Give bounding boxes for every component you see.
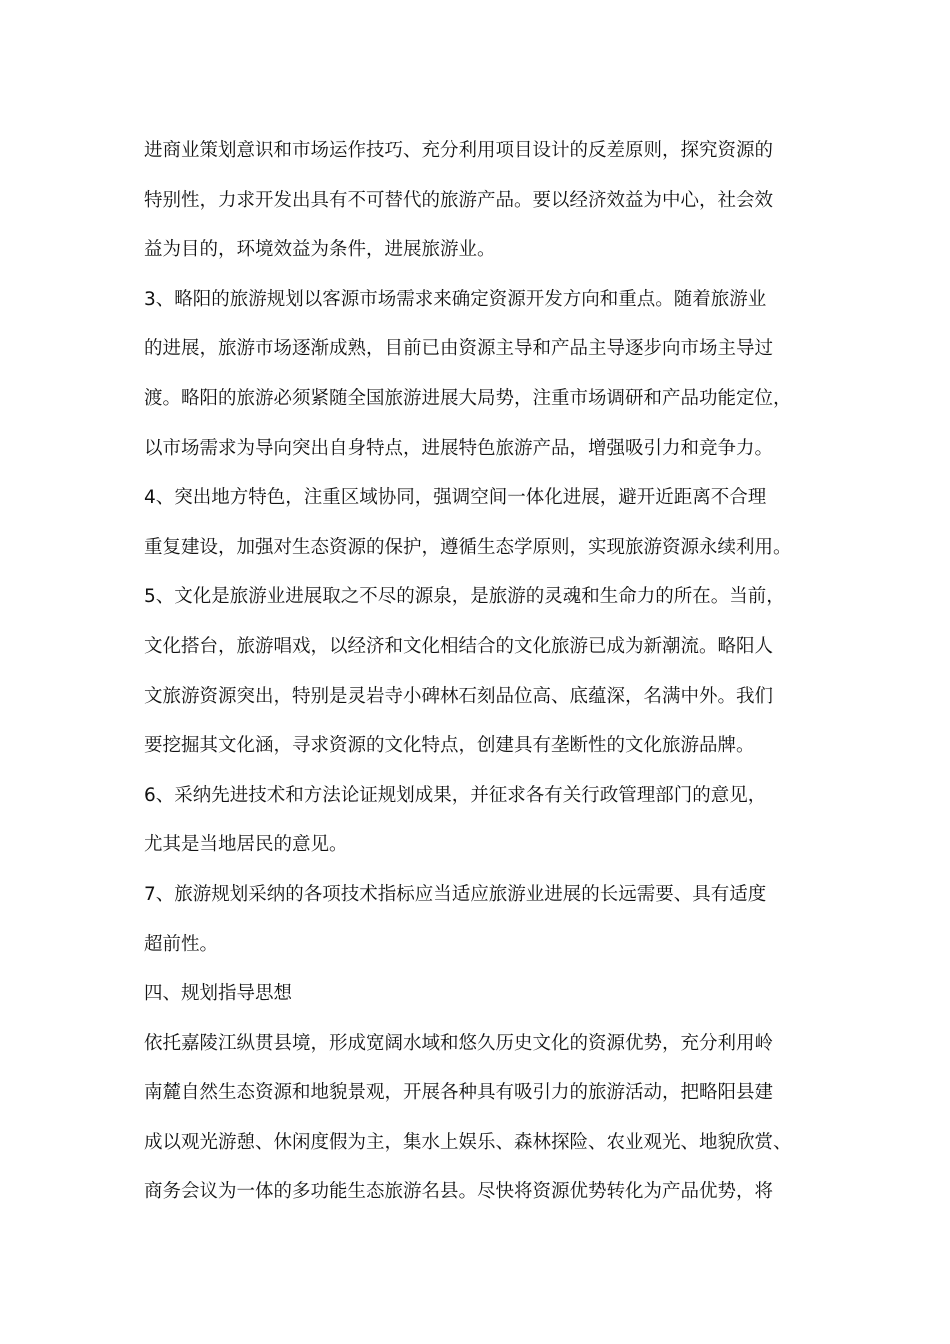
- text-line: 特别性，力求开发出具有不可替代的旅游产品。要以经济效益为中心，社会效: [144, 189, 774, 211]
- text-line: 3、略阳的旅游规划以客源市场需求来确定资源开发方向和重点。随着旅游业: [144, 288, 767, 310]
- text-line: 6、采纳先进技术和方法论证规划成果，并征求各有关行政管理部门的意见，: [144, 784, 767, 806]
- text-line: 文化搭台，旅游唱戏，以经济和文化相结合的文化旅游已成为新潮流。略阳人: [144, 635, 774, 657]
- text-line: 7、旅游规划采纳的各项技术指标应当适应旅游业进展的长远需要、具有适度: [144, 883, 767, 905]
- text-line: 超前性。: [144, 933, 219, 955]
- text-line: 渡。略阳的旅游必须紧随全国旅游进展大局势，注重市场调研和产品功能定位，: [144, 387, 792, 409]
- text-line: 文旅游资源突出，特别是灵岩寺小碑林石刻品位高、底蕴深，名满中外。我们: [144, 685, 774, 707]
- text-line: 以市场需求为导向突出自身特点，进展特色旅游产品，增强吸引力和竞争力。: [144, 437, 774, 459]
- text-line: 要挖掘其文化涵，寻求资源的文化特点，创建具有垄断性的文化旅游品牌。: [144, 735, 755, 757]
- text-line: 重复建设，加强对生态资源的保护，遵循生态学原则，实现旅游资源永续利用。: [144, 536, 792, 558]
- text-line: 的进展，旅游市场逐渐成熟，目前已由资源主导和产品主导逐步向市场主导过: [144, 338, 774, 360]
- text-line: 尤其是当地居民的意见。: [144, 834, 348, 856]
- text-line: 4、突出地方特色，注重区域协同，强调空间一体化进展，避开近距离不合理: [144, 487, 767, 509]
- text-line: 商务会议为一体的多功能生态旅游名县。尽快将资源优势转化为产品优势，将: [144, 1181, 774, 1203]
- text-line: 成以观光游憩、休闲度假为主，集水上娱乐、森林探险、农业观光、地貌欣赏、: [144, 1131, 792, 1153]
- section-heading: 四、规划指导思想: [144, 983, 293, 1005]
- text-line: 依托嘉陵江纵贯县境，形成宽阔水域和悠久历史文化的资源优势，充分利用岭: [144, 1032, 774, 1054]
- text-line: 益为目的，环境效益为条件，进展旅游业。: [144, 239, 496, 261]
- text-line: 南麓自然生态资源和地貌景观，开展各种具有吸引力的旅游活动，把略阳县建: [144, 1082, 774, 1104]
- text-line: 5、文化是旅游业进展取之不尽的源泉，是旅游的灵魂和生命力的所在。当前，: [144, 586, 785, 608]
- text-line: 进商业策划意识和市场运作技巧、充分利用项目设计的反差原则，探究资源的: [144, 140, 774, 161]
- document-body: [144, 126, 824, 1217]
